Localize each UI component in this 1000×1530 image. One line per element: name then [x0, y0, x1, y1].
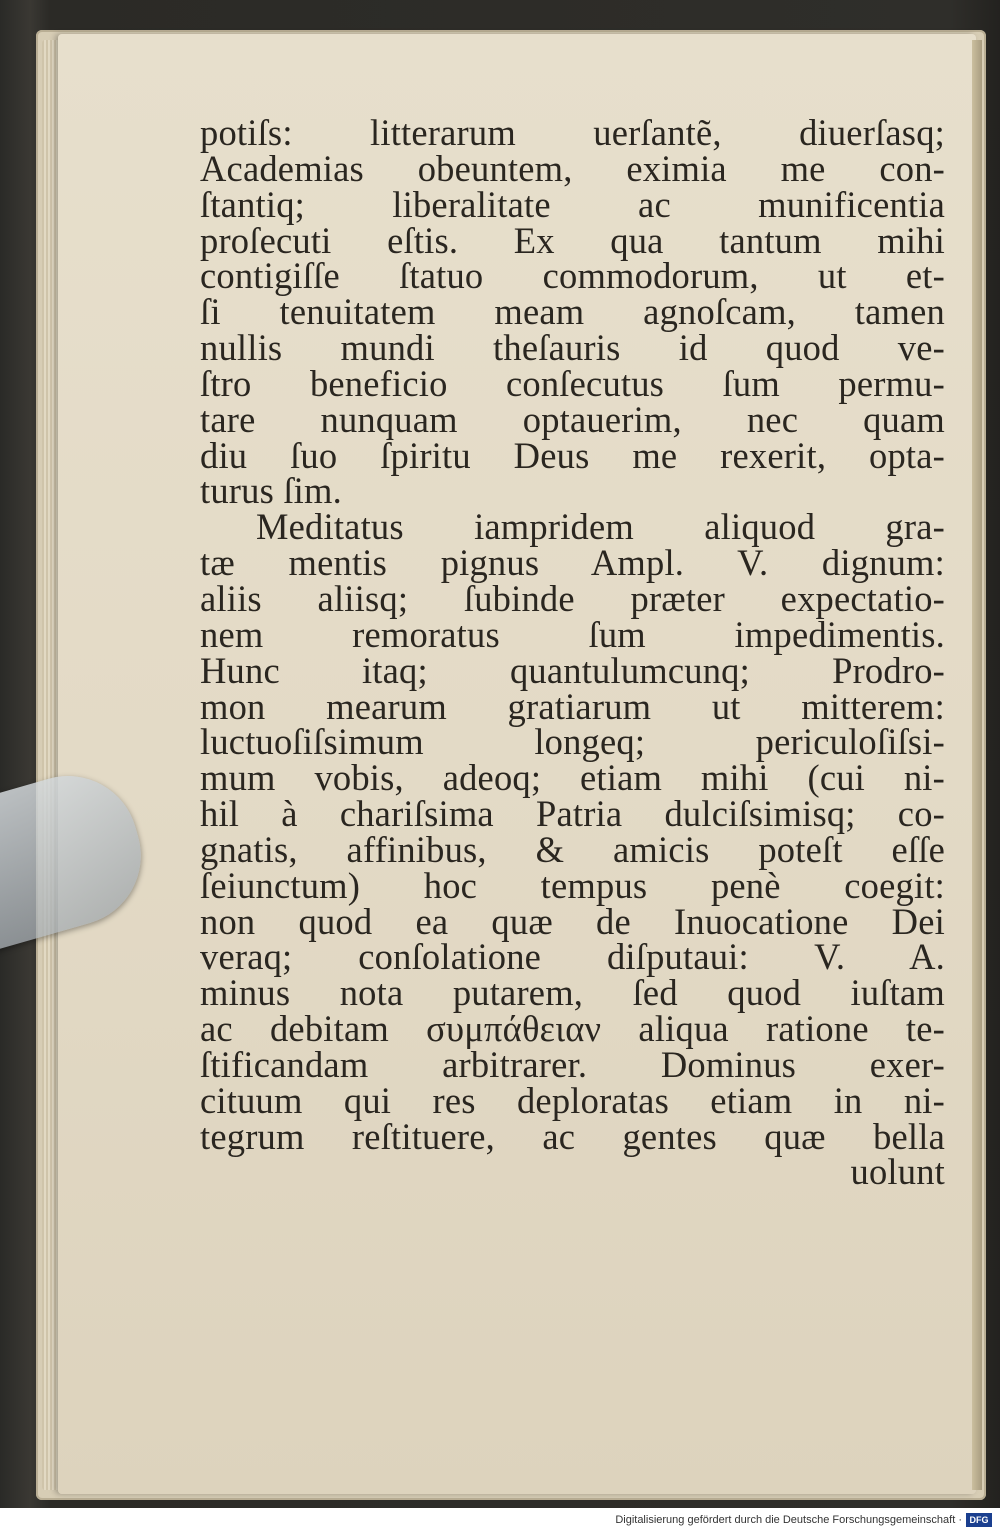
- funding-credit: Digitalisierung gefördert durch die Deutsche Forschungsgemeinschaft ·: [615, 1514, 962, 1526]
- text-line: nullis mundi theſauris id quod ve-: [200, 327, 945, 369]
- text-line: proſecuti eſtis. Ex qua tantum mihi: [200, 219, 945, 261]
- text-line: ac debitam συμπάθειαν aliqua ratione te-: [200, 1008, 945, 1050]
- text-line: ſtantiq; liberalitate ac munificentia: [200, 183, 945, 225]
- text-line: Meditatus iampridem aliquod gra-: [256, 506, 945, 548]
- text-line: tegrum reſtituere, ac gentes quæ bella: [200, 1115, 945, 1157]
- text-line: mum vobis, adeoq; etiam mihi (cui ni-: [200, 757, 945, 799]
- footer-bar: [0, 1508, 1000, 1530]
- book-right-edge: [972, 40, 982, 1490]
- text-line: luctuoſiſsimum longeq; periculoſiſsi-: [200, 721, 945, 763]
- text-line: diu ſuo ſpiritu Deus me rexerit, opta-: [200, 434, 945, 476]
- text-line: ſtificandam arbitrarer. Dominus exer-: [200, 1043, 945, 1085]
- text-line: cituum qui res deploratas etiam in ni-: [200, 1079, 945, 1121]
- text-line: hil à chariſsima Patria dulciſsimisq; co-: [200, 793, 945, 835]
- text-line: potiſs: litterarum uerſantẽ, diuerſasq;: [200, 112, 945, 153]
- text-line: tæ mentis pignus Ampl. V. dignum:: [200, 542, 945, 584]
- text-line: ſi tenuitatem meam agnoſcam, tamen: [200, 291, 945, 333]
- page-text: [200, 112, 945, 1193]
- text-line: Hunc itaq; quantulumcunq; Prodro-: [200, 649, 945, 691]
- text-line: non quod ea quæ de Inuocatione Dei: [200, 900, 945, 942]
- text-line: mon mearum gratiarum ut mitterem:: [200, 685, 945, 727]
- text-line: aliis aliisq; ſubinde præter expectatio-: [200, 577, 945, 619]
- text-line: gnatis, affinibus, & amicis poteſt eſſe: [200, 828, 945, 870]
- text-line: ſeiunctum) hoc tempus penè coegit:: [200, 864, 945, 906]
- text-line: minus nota putarem, ſed quod iuſtam: [200, 972, 945, 1014]
- text-line: Academias obeuntem, eximia me con-: [200, 147, 945, 189]
- text-line: turus ſim.: [200, 470, 342, 512]
- text-line: ſtro beneficio conſecutus ſum permu-: [200, 362, 945, 404]
- text-line: tare nunquam optauerim, nec quam: [200, 398, 945, 440]
- text-line: veraq; conſolatione diſputaui: V. A.: [200, 936, 945, 978]
- text-line: nem remoratus ſum impedimentis.: [200, 613, 945, 655]
- dfg-logo-icon: DFG: [966, 1513, 992, 1527]
- catchword: uolunt: [850, 1151, 945, 1193]
- text-line: contigiſſe ſtatuo commodorum, ut et-: [200, 255, 945, 297]
